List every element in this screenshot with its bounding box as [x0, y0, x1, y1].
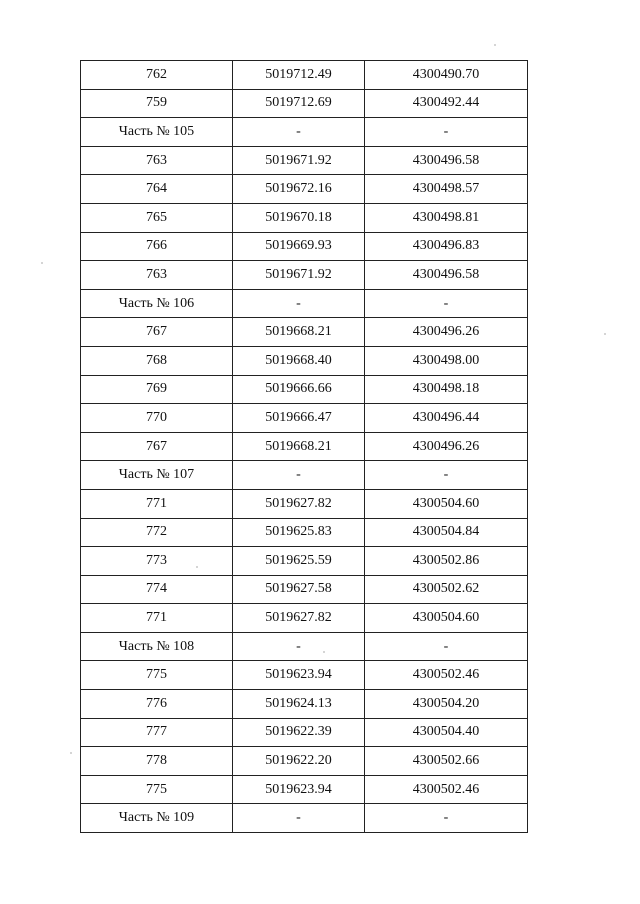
- scan-speck: [323, 651, 325, 653]
- y-coordinate-cell: 4300504.40: [365, 718, 528, 747]
- point-number-cell: 775: [81, 775, 233, 804]
- y-coordinate-cell: -: [365, 804, 528, 833]
- y-coordinate-cell: 4300496.26: [365, 318, 528, 347]
- y-coordinate-cell: 4300502.86: [365, 547, 528, 576]
- x-coordinate-cell: 5019712.49: [233, 61, 365, 90]
- y-coordinate-cell: 4300502.62: [365, 575, 528, 604]
- x-coordinate-cell: 5019624.13: [233, 690, 365, 719]
- point-number-cell: 764: [81, 175, 233, 204]
- section-header-row: [81, 289, 528, 318]
- y-coordinate-cell: -: [365, 632, 528, 661]
- table-row: [81, 604, 528, 633]
- y-coordinate-cell: 4300504.20: [365, 690, 528, 719]
- y-coordinate-cell: 4300496.26: [365, 432, 528, 461]
- x-coordinate-cell: 5019623.94: [233, 661, 365, 690]
- y-coordinate-cell: 4300498.81: [365, 203, 528, 232]
- x-coordinate-cell: 5019622.39: [233, 718, 365, 747]
- table-row: [81, 489, 528, 518]
- section-header-row: [81, 804, 528, 833]
- table-row: [81, 518, 528, 547]
- table-row: [81, 89, 528, 118]
- table-row: [81, 203, 528, 232]
- x-coordinate-cell: 5019672.16: [233, 175, 365, 204]
- point-number-cell: 775: [81, 661, 233, 690]
- point-number-cell: 767: [81, 318, 233, 347]
- scan-speck: [41, 262, 43, 264]
- point-number-cell: 771: [81, 489, 233, 518]
- table-row: [81, 747, 528, 776]
- table-row: [81, 346, 528, 375]
- y-coordinate-cell: 4300496.83: [365, 232, 528, 261]
- y-coordinate-cell: 4300498.57: [365, 175, 528, 204]
- x-coordinate-cell: -: [233, 632, 365, 661]
- x-coordinate-cell: 5019669.93: [233, 232, 365, 261]
- x-coordinate-cell: -: [233, 461, 365, 490]
- x-coordinate-cell: 5019671.92: [233, 261, 365, 290]
- point-number-cell: 771: [81, 604, 233, 633]
- point-number-cell: 776: [81, 690, 233, 719]
- y-coordinate-cell: 4300496.58: [365, 146, 528, 175]
- table-row: [81, 718, 528, 747]
- y-coordinate-cell: -: [365, 118, 528, 147]
- y-coordinate-cell: 4300504.84: [365, 518, 528, 547]
- table-row: [81, 318, 528, 347]
- table-row: [81, 232, 528, 261]
- point-number-cell: 774: [81, 575, 233, 604]
- point-number-cell: 769: [81, 375, 233, 404]
- table-row: [81, 661, 528, 690]
- coordinates-table-body: [81, 61, 528, 833]
- coordinates-table: [80, 60, 528, 833]
- point-number-cell: 765: [81, 203, 233, 232]
- section-label-cell: Часть № 105: [81, 118, 233, 147]
- section-label-cell: Часть № 109: [81, 804, 233, 833]
- x-coordinate-cell: 5019627.58: [233, 575, 365, 604]
- point-number-cell: 763: [81, 146, 233, 175]
- x-coordinate-cell: 5019670.18: [233, 203, 365, 232]
- x-coordinate-cell: 5019668.21: [233, 318, 365, 347]
- y-coordinate-cell: -: [365, 289, 528, 318]
- x-coordinate-cell: 5019625.83: [233, 518, 365, 547]
- x-coordinate-cell: 5019666.66: [233, 375, 365, 404]
- x-coordinate-cell: 5019622.20: [233, 747, 365, 776]
- point-number-cell: 773: [81, 547, 233, 576]
- x-coordinate-cell: -: [233, 118, 365, 147]
- table-row: [81, 375, 528, 404]
- y-coordinate-cell: 4300504.60: [365, 489, 528, 518]
- x-coordinate-cell: 5019623.94: [233, 775, 365, 804]
- table-row: [81, 690, 528, 719]
- table-row: [81, 61, 528, 90]
- point-number-cell: 763: [81, 261, 233, 290]
- y-coordinate-cell: 4300504.60: [365, 604, 528, 633]
- point-number-cell: 762: [81, 61, 233, 90]
- table-row: [81, 575, 528, 604]
- point-number-cell: 778: [81, 747, 233, 776]
- scan-speck: [196, 566, 198, 568]
- x-coordinate-cell: -: [233, 289, 365, 318]
- y-coordinate-cell: 4300498.00: [365, 346, 528, 375]
- y-coordinate-cell: 4300502.46: [365, 661, 528, 690]
- x-coordinate-cell: 5019668.40: [233, 346, 365, 375]
- point-number-cell: 767: [81, 432, 233, 461]
- table-row: [81, 432, 528, 461]
- point-number-cell: 766: [81, 232, 233, 261]
- table-row: [81, 175, 528, 204]
- scan-speck: [70, 752, 72, 754]
- section-label-cell: Часть № 108: [81, 632, 233, 661]
- point-number-cell: 777: [81, 718, 233, 747]
- y-coordinate-cell: 4300496.58: [365, 261, 528, 290]
- table-row: [81, 261, 528, 290]
- x-coordinate-cell: 5019666.47: [233, 404, 365, 433]
- y-coordinate-cell: 4300496.44: [365, 404, 528, 433]
- x-coordinate-cell: 5019712.69: [233, 89, 365, 118]
- y-coordinate-cell: 4300492.44: [365, 89, 528, 118]
- y-coordinate-cell: 4300502.66: [365, 747, 528, 776]
- y-coordinate-cell: -: [365, 461, 528, 490]
- y-coordinate-cell: 4300502.46: [365, 775, 528, 804]
- section-header-row: [81, 632, 528, 661]
- x-coordinate-cell: 5019627.82: [233, 604, 365, 633]
- x-coordinate-cell: 5019668.21: [233, 432, 365, 461]
- section-header-row: [81, 461, 528, 490]
- scan-speck: [494, 44, 496, 46]
- table-row: [81, 404, 528, 433]
- table-row: [81, 547, 528, 576]
- x-coordinate-cell: 5019625.59: [233, 547, 365, 576]
- scan-speck: [604, 333, 606, 335]
- x-coordinate-cell: 5019671.92: [233, 146, 365, 175]
- point-number-cell: 768: [81, 346, 233, 375]
- point-number-cell: 772: [81, 518, 233, 547]
- x-coordinate-cell: 5019627.82: [233, 489, 365, 518]
- section-header-row: [81, 118, 528, 147]
- y-coordinate-cell: 4300490.70: [365, 61, 528, 90]
- table-row: [81, 146, 528, 175]
- y-coordinate-cell: 4300498.18: [365, 375, 528, 404]
- point-number-cell: 770: [81, 404, 233, 433]
- table-row: [81, 775, 528, 804]
- x-coordinate-cell: -: [233, 804, 365, 833]
- section-label-cell: Часть № 107: [81, 461, 233, 490]
- section-label-cell: Часть № 106: [81, 289, 233, 318]
- point-number-cell: 759: [81, 89, 233, 118]
